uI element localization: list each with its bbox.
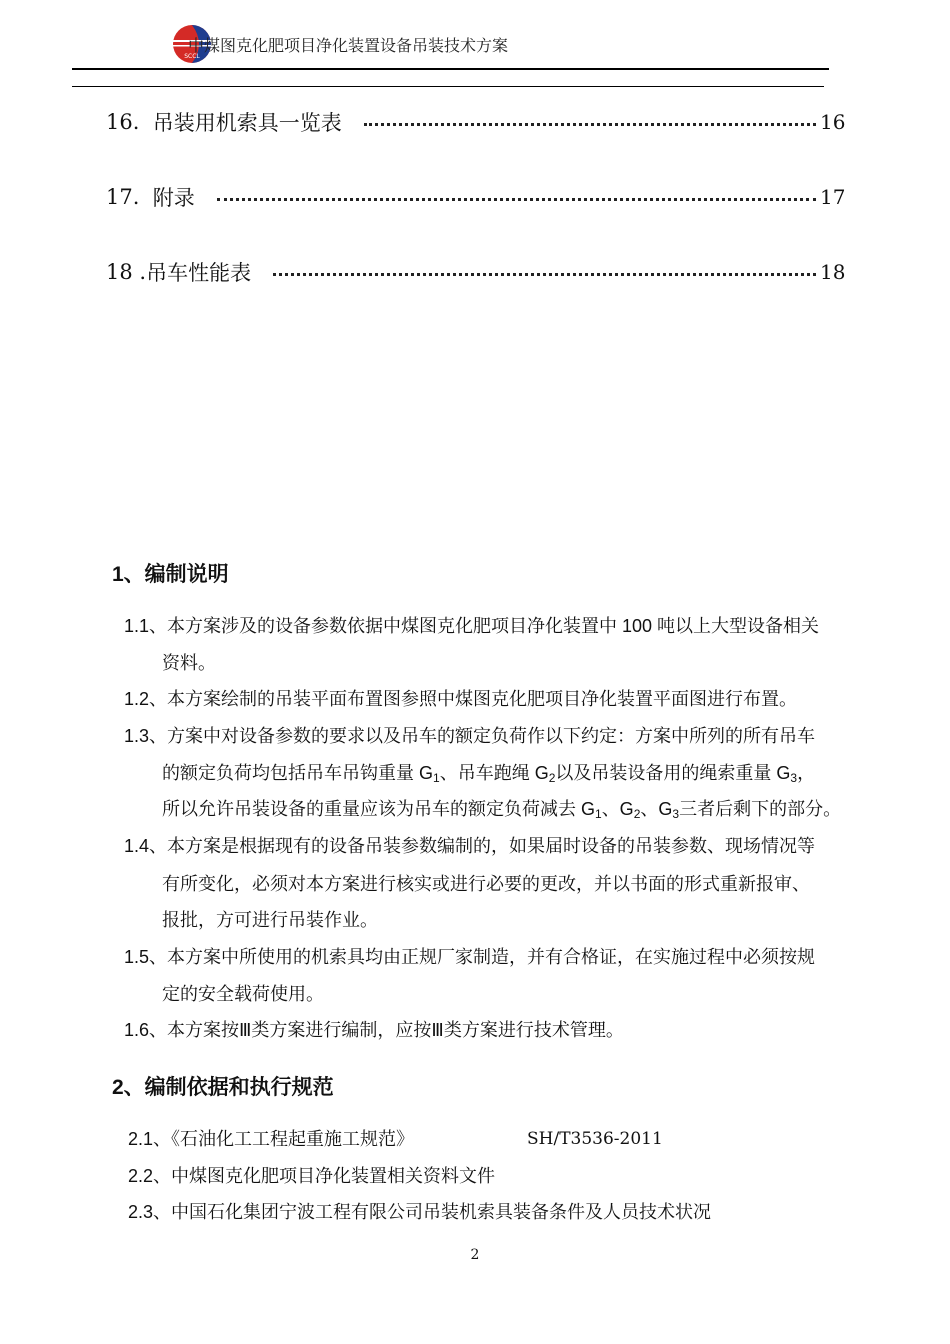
paragraph-line: 1.2、本方案绘制的吊装平面布置图参照中煤图克化肥项目净化装置平面图进行布置。: [124, 689, 798, 709]
toc-page: 18: [820, 260, 846, 284]
reference-code: SH/T3536-2011: [527, 1129, 663, 1149]
toc-leader: [364, 123, 816, 126]
toc-entry[interactable]: [106, 257, 846, 287]
header-rule-thick: [72, 68, 829, 70]
toc-page: 16: [820, 110, 846, 134]
toc-entry[interactable]: [106, 107, 846, 137]
toc-number: 16.: [106, 110, 153, 134]
section-heading: 2、编制依据和执行规范: [112, 1076, 334, 1099]
toc-label: 吊装用机索具一览表: [152, 111, 342, 135]
paragraph-line: 1.1、本方案涉及的设备参数依据中煤图克化肥项目净化装置中 100 吨以上大型设备相关: [124, 616, 820, 636]
paragraph-line: 1.6、本方案按Ⅲ类方案进行编制，应按Ⅲ类方案进行技术管理。: [124, 1020, 624, 1040]
paragraph-line: 报批，方可进行吊装作业。: [162, 910, 378, 930]
paragraph-line: 定的安全载荷使用。: [162, 984, 324, 1004]
reference-item: 2.1、《石油化工工程起重施工规范》: [128, 1129, 415, 1149]
section-heading: 1、编制说明: [112, 563, 229, 586]
paragraph-line: 所以允许吊装设备的重量应该为吊车的额定负荷减去 $G_1$、$G_2$、$G_3$三者后剩下的部分。: [162, 799, 842, 821]
header-rule-thin: [72, 86, 824, 87]
paragraph-line: 1.3、方案中对设备参数的要求以及吊车的额定负荷作以下约定：方案中所列的所有吊车: [124, 726, 816, 746]
paragraph-line: 资料。: [162, 653, 216, 673]
logo-text: SCCL: [184, 53, 200, 60]
reference-item: 2.2、中煤图克化肥项目净化装置相关资料文件: [128, 1166, 496, 1186]
toc-leader: [217, 198, 816, 201]
toc-number: 17.: [106, 185, 153, 209]
paragraph-line: 有所变化，必须对本方案进行核实或进行必要的更改，并以书面的形式重新报审、: [162, 874, 810, 894]
toc-label: 吊车性能表: [146, 261, 252, 285]
paragraph-line: 的额定负荷均包括吊车吊钩重量 $G_1$、吊车跑绳 $G_2$以及吊装设备用的绳索重量 $G_3$，: [162, 763, 816, 785]
toc-page: 17: [820, 185, 846, 209]
paragraph-line: 1.4、本方案是根据现有的设备吊装参数编制的，如果届时设备的吊装参数、现场情况等: [124, 836, 816, 856]
toc-entry[interactable]: [106, 182, 846, 212]
header-title: 中煤图克化肥项目净化装置设备吊装技术方案: [188, 36, 509, 55]
page-number: 2: [470, 1247, 480, 1263]
toc-number: 18 .: [106, 260, 147, 284]
paragraph-line: 1.5、本方案中所使用的机索具均由正规厂家制造，并有合格证，在实施过程中必须按规: [124, 947, 816, 967]
toc-leader: [273, 273, 816, 276]
reference-item: 2.3、中国石化集团宁波工程有限公司吊装机索具装备条件及人员技术状况: [128, 1202, 712, 1222]
toc-label: 附录: [152, 186, 195, 210]
